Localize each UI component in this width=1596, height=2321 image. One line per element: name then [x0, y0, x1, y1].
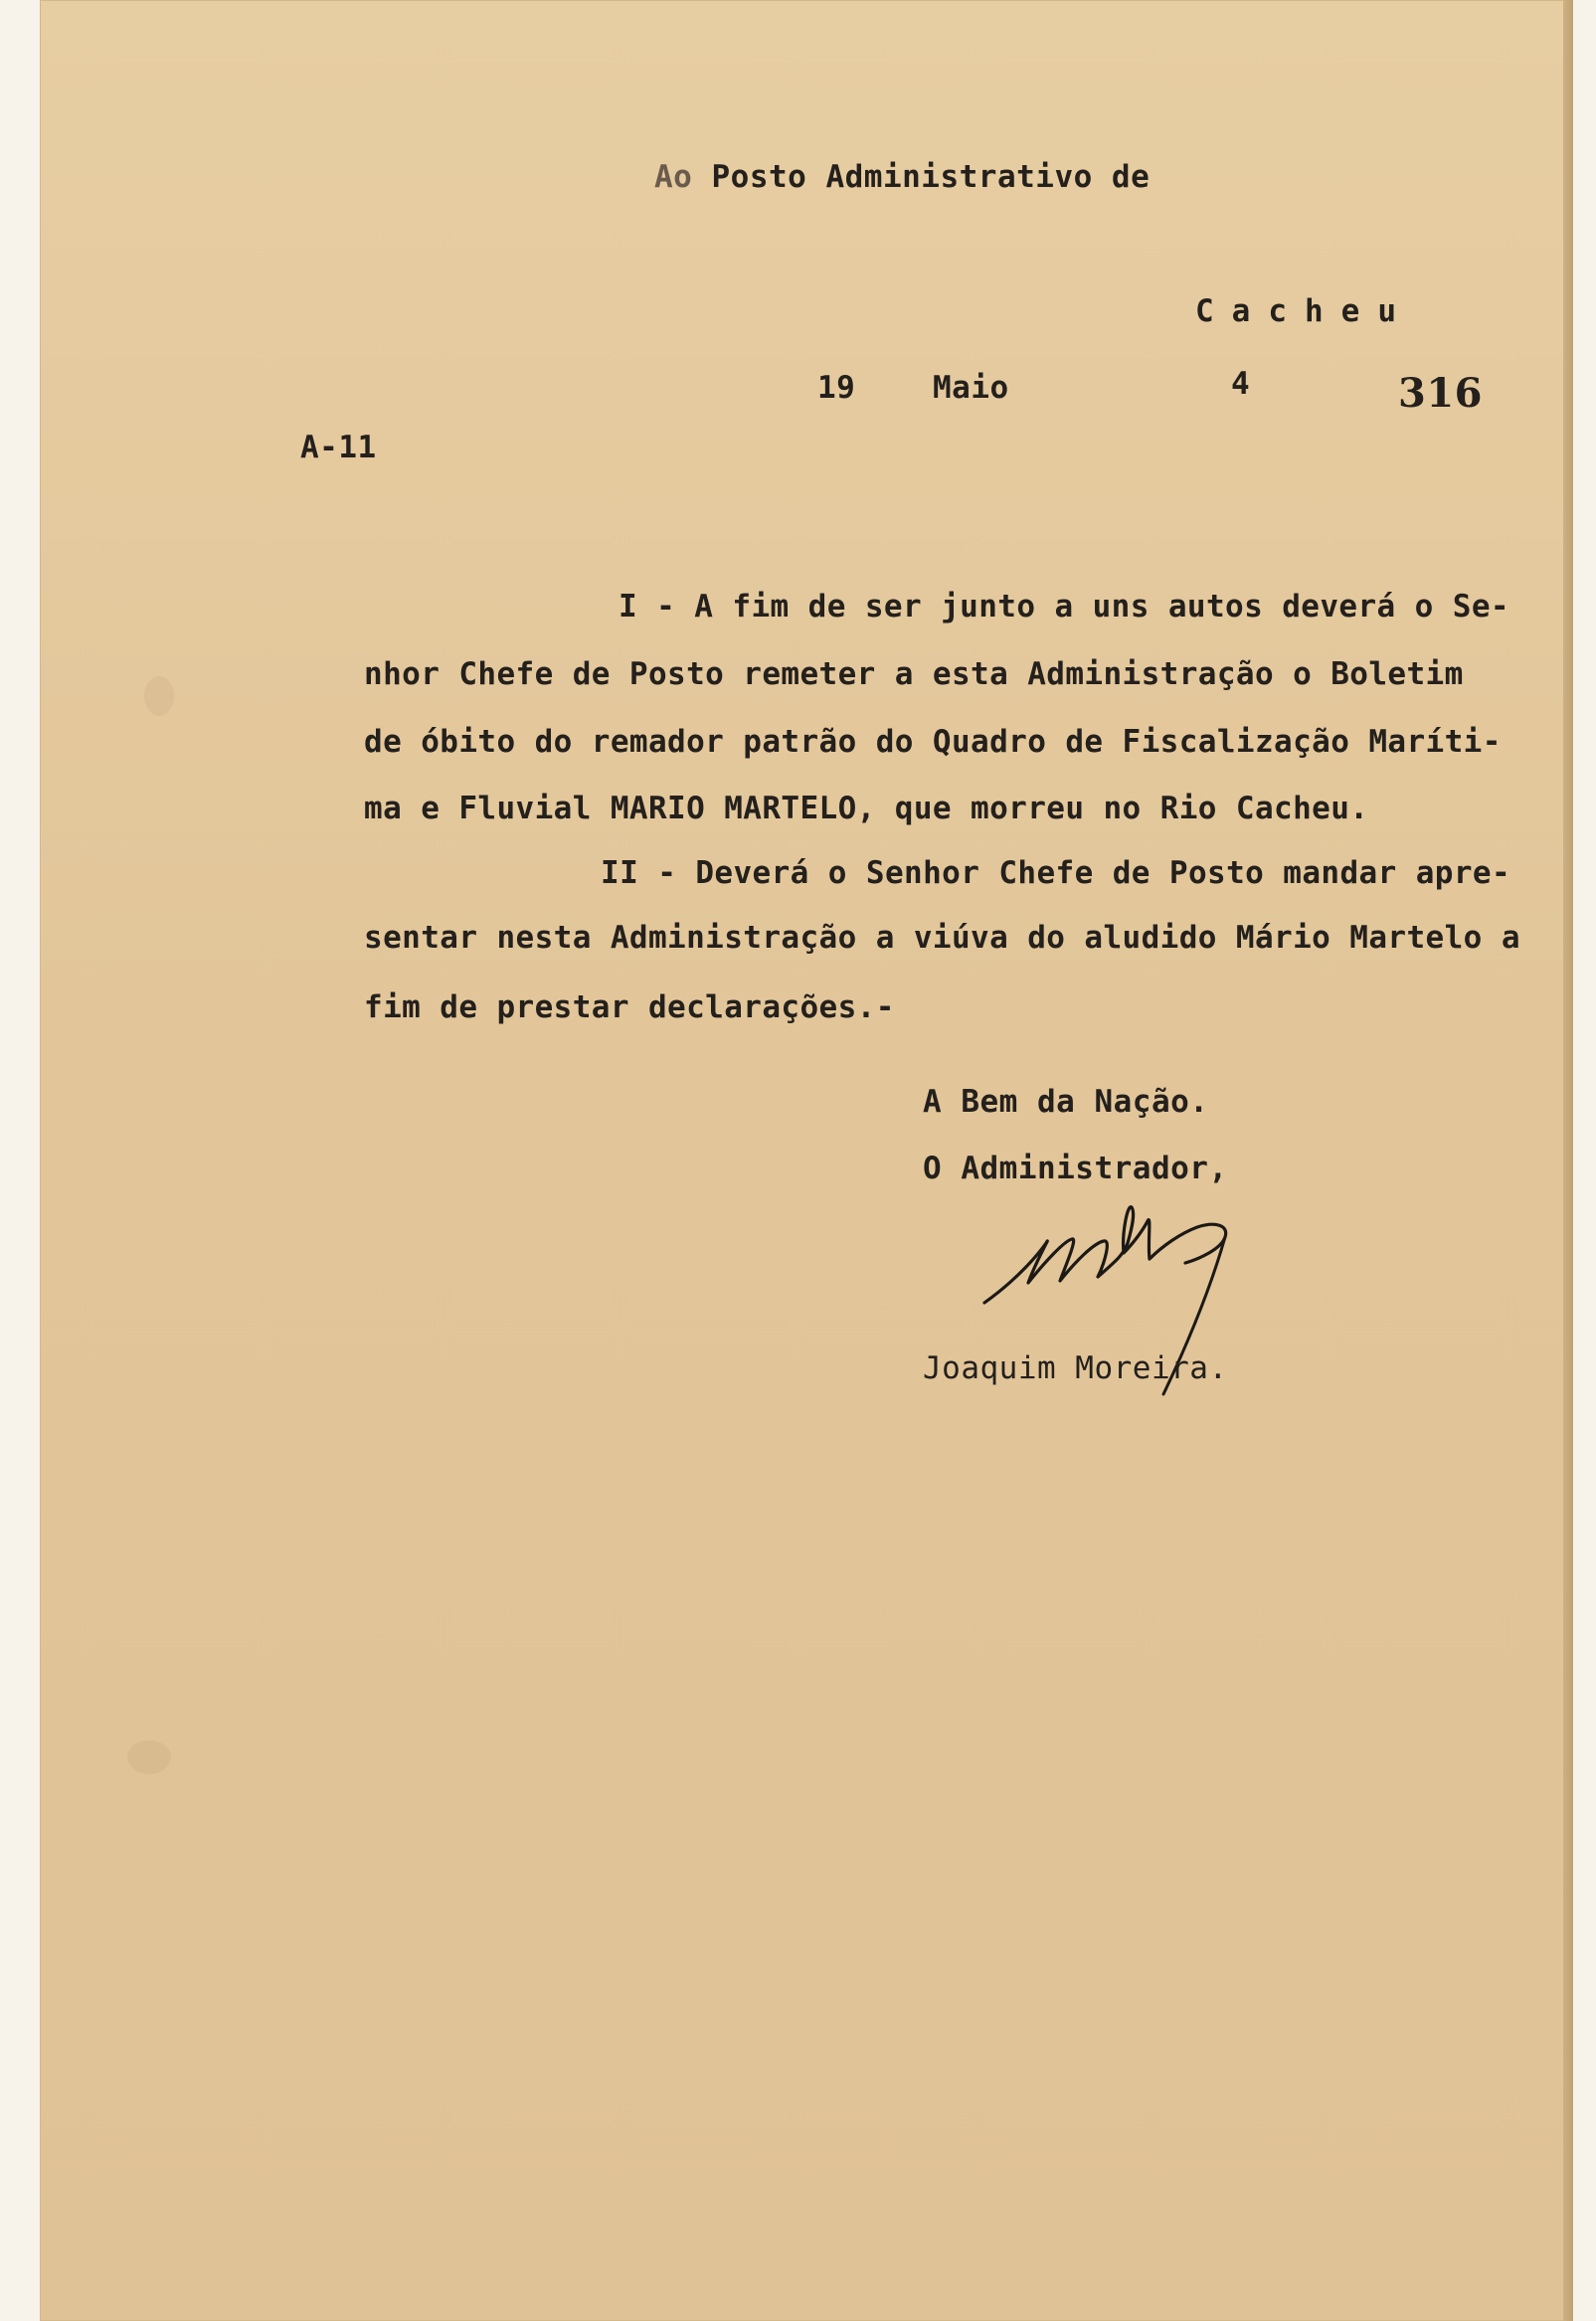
paper-stain — [144, 676, 174, 716]
body-line: II - Deverá o Senhor Chefe de Posto mandar apre- — [601, 855, 1511, 891]
addressee-line — [654, 159, 1150, 195]
reference-code: A-11 — [300, 430, 377, 465]
body-line: nhor Chefe de Posto remeter a esta Administração o Boletim — [364, 656, 1464, 692]
body-line: ma e Fluvial MARIO MARTELO, que morreu no Rio Cacheu. — [364, 791, 1369, 826]
closing-title: O Administrador, — [923, 1151, 1228, 1186]
body-line: I - A fim de ser junto a uns autos deverá o Se- — [619, 589, 1509, 625]
addressee-text: Posto Administrativo de — [711, 159, 1151, 195]
body-line: fim de prestar declarações.- — [364, 989, 895, 1025]
signatory-name: Joaquim Moreira. — [923, 1350, 1228, 1386]
body-line: de óbito do remador patrão do Quadro de Fiscalização Maríti- — [364, 724, 1502, 760]
paper-edge — [1563, 0, 1573, 2321]
date-month: Maio — [933, 370, 1009, 406]
closing-salutation: A Bem da Nação. — [923, 1084, 1209, 1120]
date-day: 19 — [817, 370, 856, 406]
document-page — [40, 0, 1571, 2321]
document-number-b: 316 — [1398, 370, 1483, 417]
paper-stain — [127, 1740, 171, 1774]
addressee-prefix: Ao — [654, 159, 693, 195]
place-name: Cacheu — [1195, 293, 1414, 329]
document-number-a: 4 — [1231, 366, 1251, 402]
body-line: sentar nesta Administração a viúva do aludido Mário Martelo a — [364, 920, 1520, 956]
